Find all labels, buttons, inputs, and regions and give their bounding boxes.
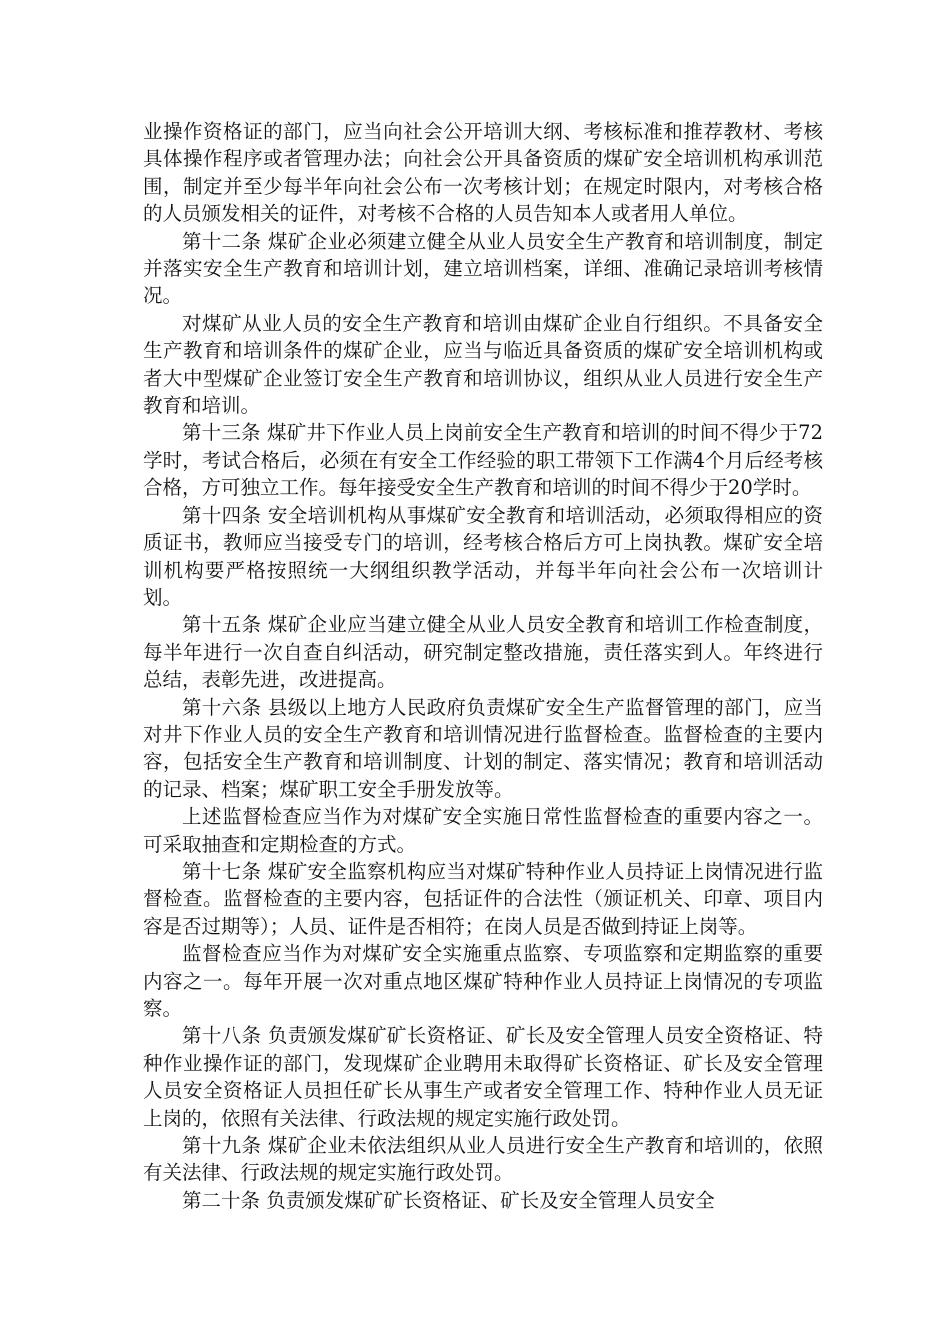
article-15-paragraph: 第十五条 煤矿企业应当建立健全从业人员安全教育和培训工作检查制度，每半年进行一次自查自纠活动，研究制定整改措施，责任落实到人。年终进行总结，表彰先进，改进提高。 xyxy=(143,613,823,692)
article-12-paragraph: 第十二条 煤矿企业必须建立健全从业人员安全生产教育和培训制度，制定并落实安全生产教育和培训计划，建立培训档案，详细、准确记录培训考核情况。 xyxy=(143,229,823,308)
article-20-paragraph: 第二十条 负责颁发煤矿矿长资格证、矿长及安全管理人员安全 xyxy=(182,1188,715,1212)
article-13-paragraph: 第十三条 煤矿井下作业人员上岗前安全生产教育和培训的时间不得少于72学时，考试合格后，必须在有安全工作经验的职工带领下工作满4个月后经考核合格，方可独立工作。每年接受安全生产教育和培训的时间不得少于20学时。 xyxy=(143,421,823,500)
article-14-paragraph: 第十四条 安全培训机构从事煤矿安全教育和培训活动，必须取得相应的资质证书，教师应当接受专门的培训，经考核合格后方可上岗执教。煤矿安全培训机构要严格按照统一大纲组织教学活动，并每半年向社会公布一次培训计划。 xyxy=(143,503,823,609)
document-body xyxy=(143,118,823,1214)
article-16-paragraph: 第十六条 县级以上地方人民政府负责煤矿安全生产监督管理的部门，应当对井下作业人员的安全生产教育和培训情况进行监督检查。监督检查的主要内容，包括安全生产教育和培训制度、计划的制定、落实情况；教育和培训活动的记录、档案；煤矿职工安全手册发放等。 xyxy=(143,695,823,801)
paragraph: 监督检查应当作为对煤矿安全实施重点监察、专项监察和定期监察的重要内容之一。每年开展一次对重点地区煤矿特种作业人员持证上岗情况的专项监察。 xyxy=(143,942,823,1020)
article-17-paragraph: 第十七条 煤矿安全监察机构应当对煤矿特种作业人员持证上岗情况进行监督检查。监督检查的主要内容，包括证件的合法性（颁证机关、印章、项目内容是否过期等）；人员、证件是否相符；在岗人员是否做到持证上岗等。 xyxy=(143,859,823,938)
paragraph: 业操作资格证的部门，应当向社会公开培训大纲、考核标准和推荐教材、考核具体操作程序或者管理办法；向社会公开具备资质的煤矿安全培训机构承训范围，制定并至少每半年向社会公布一次考核计划；在规定时限内，对考核合格的人员颁发相关的证件，对考核不合格的人员告知本人或者用人单位。 xyxy=(143,120,823,226)
article-19-paragraph: 第十九条 煤矿企业未依法组织从业人员进行安全生产教育和培训的，依照有关法律、行政法规的规定实施行政处罚。 xyxy=(143,1134,823,1185)
article-18-paragraph: 第十八条 负责颁发煤矿矿长资格证、矿长及安全管理人员安全资格证、特种作业操作证的部门，发现煤矿企业聘用未取得矿长资格证、矿长及安全管理人员安全资格证人员担任矿长从事生产或者安全管理工作、特种作业人员无证上岗的，依照有关法律、行政法规的规定实施行政处罚。 xyxy=(143,1024,823,1130)
paragraph: 上述监督检查应当作为对煤矿安全实施日常性监督检查的重要内容之一。可采取抽查和定期检查的方式。 xyxy=(143,805,823,856)
paragraph: 对煤矿从业人员的安全生产教育和培训由煤矿企业自行组织。不具备安全生产教育和培训条件的煤矿企业，应当与临近具备资质的煤矿安全培训机构或者大中型煤矿企业签订安全生产教育和培训协议，组织从业人员进行安全生产教育和培训。 xyxy=(143,311,823,418)
